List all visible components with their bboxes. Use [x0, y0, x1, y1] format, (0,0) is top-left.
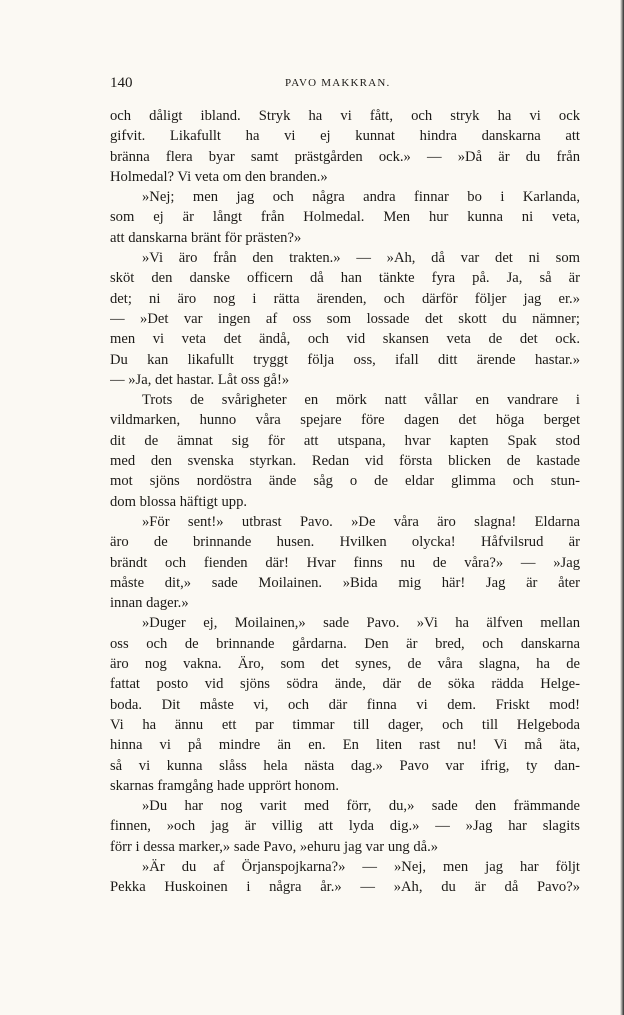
text-line: Holmedal? Vi veta om den branden.» — [110, 168, 328, 185]
text-line: boda. Dit måste vi, och där finna vi dem. Friskt mod! — [110, 696, 580, 713]
text-line: skarnas framgång hade upprört honom. — [110, 777, 339, 794]
text-line: men vi veta det ändå, och vid skansen veta de det ock. — [110, 331, 580, 348]
page-number: 140 — [110, 75, 133, 91]
text-line: att danskarna bränt för prästen?» — [110, 229, 302, 246]
text-line: vildmarken, hunno våra spejare före dagen det höga berget — [110, 412, 580, 429]
text-line: så vi kunna slåss hela nästa dag.» Pavo var ifrig, ty dan- — [110, 757, 580, 774]
text-line: bränna flera byar samt prästgården ock.» — »Då är du från — [110, 148, 580, 165]
text-line: »Duger ej, Moilainen,» sade Pavo. »Vi ha älfven mellan — [142, 615, 580, 632]
text-line: »För sent!» utbrast Pavo. »De våra äro slagna! Eldarna — [142, 513, 580, 530]
body-text — [110, 106, 580, 898]
text-line: förr i dessa marker,» sade Pavo, »ehuru jag var ung då.» — [110, 838, 439, 855]
text-line: hinna vi på mindre än en. En liten rast nu! Vi må äta, — [110, 737, 580, 754]
text-line: Vi ha ännu ett par timmar till dager, och till Helgeboda — [110, 716, 580, 733]
text-line: oss och de brinnande gårdarna. Den är bred, och danskarna — [110, 635, 580, 652]
text-line: mot sjöns nordöstra ände såg o de eldar glimma och stun- — [110, 473, 580, 490]
text-line: gifvit. Likafullt ha vi ej kunnat hindra danskarna att — [110, 128, 580, 145]
text-line: »Vi äro från den trakten.» — »Ah, då var det ni som — [142, 250, 580, 267]
text-line: »Är du af Örjanspojkarna?» — »Nej, men jag har följt — [142, 858, 580, 875]
text-line: dit de ämnat sig för att utspana, hvar kapten Spak stod — [110, 432, 580, 449]
text-line: det; ni äro nog i rätta ärenden, och därför följer jag er.» — [110, 290, 580, 307]
text-line: finnen, »och jag är villig att lyda dig.» — »Jag har slagits — [110, 818, 580, 835]
running-title: PAVO MAKKRAN. — [285, 77, 391, 89]
text-line: innan dager.» — [110, 595, 189, 612]
text-line: Trots de svårigheter en mörk natt vållar en vandrare i — [142, 392, 580, 409]
text-line: med den svenska styrkan. Redan vid första blicken de kastade — [110, 453, 580, 470]
text-line: »Du har nog varit med förr, du,» sade den främmande — [142, 798, 580, 815]
text-line: brändt och fienden där! Hvar finns nu de våra?» — »Jag — [110, 554, 580, 571]
text-line: sköt den danske officern då han tänkte fyra på. Ja, så är — [110, 270, 580, 287]
text-line: och dåligt ibland. Stryk ha vi fått, och stryk ha vi ock — [110, 108, 580, 124]
text-line: äro de brinnande husen. Hvilken olycka! Håfvilsrud är — [110, 534, 580, 551]
page-spine-edge — [620, 0, 624, 1015]
text-line: Pekka Huskoinen i några år.» — »Ah, du är då Pavo?» — [110, 879, 580, 896]
text-line: Du kan likafullt tryggt följa oss, ifall ditt ärende hastar.» — [110, 351, 580, 368]
text-line: »Nej; men jag och några andra finnar bo i Karlanda, — [142, 189, 580, 206]
page-header — [110, 75, 580, 95]
text-line: som ej är långt från Holmedal. Men hur kunna ni veta, — [110, 209, 580, 226]
text-line: dom blossa häftigt upp. — [110, 493, 248, 510]
text-line: — »Ja, det hastar. Låt oss gå!» — [110, 371, 290, 388]
text-line: fattat posto vid sjöns södra ände, där de söka rädda Helge- — [110, 676, 580, 693]
text-line: — »Det var ingen af oss som lossade det skott du nämner; — [110, 310, 580, 327]
text-line: måste dit,» sade Moilainen. »Bida mig här! Jag är åter — [110, 574, 580, 591]
text-line: äro nog vakna. Äro, som det synes, de våra slagna, ha de — [110, 656, 580, 673]
